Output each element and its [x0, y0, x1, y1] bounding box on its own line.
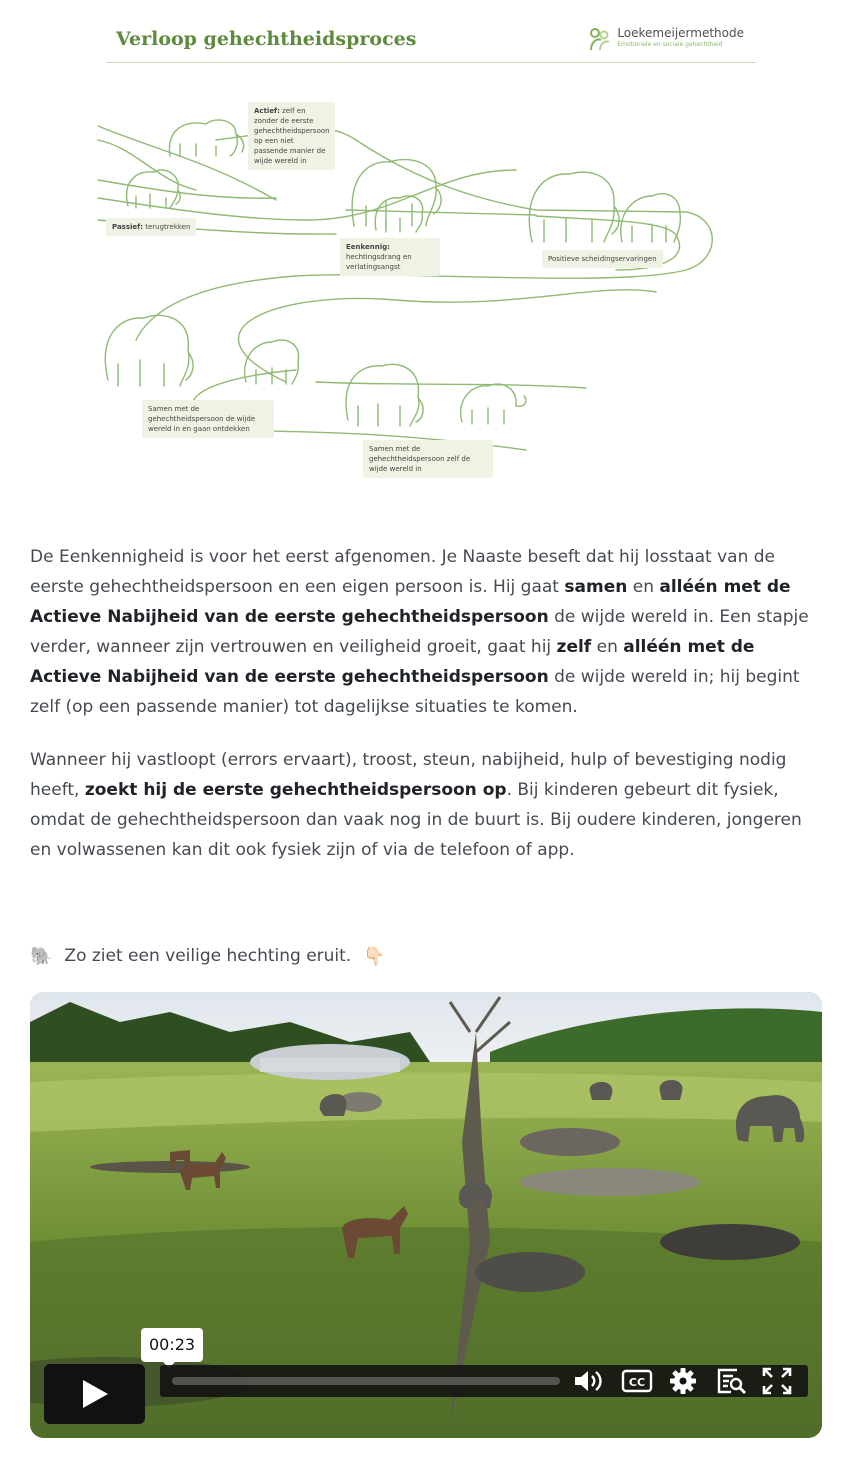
label-passief: Passief: terugtrekken — [106, 218, 196, 236]
controls-bar — [160, 1365, 808, 1397]
time-tooltip: 00:23 — [141, 1328, 203, 1362]
logo-icon — [587, 26, 613, 52]
brand-logo — [587, 26, 744, 52]
video-intro — [30, 941, 386, 971]
label-zelf-de-wereld-in: Samen met de gehechtheidspersoon zelf de wijde wereld in — [363, 440, 493, 478]
captions-icon — [621, 1369, 653, 1393]
volume-icon — [573, 1368, 605, 1394]
volume-button[interactable] — [572, 1368, 606, 1394]
attachment-diagram — [96, 20, 756, 490]
paragraph-2: Wanneer hij vastloopt (errors ervaart), troost, steun, nabijheid, hulp of bevestiging nodig heeft, zoekt hij de eerste gehechtheidspersoon op. Bij kinderen gebeurt dit fysiek, omdat de gehechtheidspersoon dan vaak nog in de buurt is. Bij oudere kinderen, jongeren en volwassenen kan dit ook fysiek zijn of via de telefoon of app. — [30, 750, 802, 860]
settings-button[interactable] — [666, 1368, 700, 1394]
elephant-emoji-icon: 🐘 — [30, 945, 53, 967]
logo-tagline: Emotionele en sociale gehechtheid — [617, 41, 723, 48]
label-samen-ontdekken: Samen met de gehechtheidspersoon de wijde wereld in en gaan ontdekken — [142, 400, 274, 438]
label-positieve-scheidingservaringen: Positieve scheidingservaringen — [542, 250, 663, 268]
diagram-title: Verloop gehechtheidsproces — [116, 28, 417, 50]
logo-name: Loekemeijermethode — [617, 26, 744, 40]
divider — [106, 62, 756, 63]
fullscreen-button[interactable] — [760, 1368, 794, 1394]
video-intro-text: Zo ziet een veilige hechting eruit. — [64, 946, 352, 966]
transcript-button[interactable] — [714, 1368, 748, 1394]
label-actief: Actief: zelf en zonder de eerste gehechtheidspersoon op een niet passende manier de wijde wereld in — [248, 102, 335, 170]
captions-button[interactable] — [620, 1368, 654, 1394]
settings-icon — [669, 1367, 697, 1395]
svg-text:CC: CC — [628, 1376, 646, 1389]
video-player[interactable] — [30, 992, 822, 1438]
transcript-icon — [715, 1367, 747, 1395]
paragraph-1: De Eenkennigheid is voor het eerst afgenomen. Je Naaste beseft dat hij losstaat van de eerste gehechtheidspersoon en een eigen persoon is. Hij gaat samen en alléén met de Actieve Nabijheid van de eerste gehechtheidspersoon de wijde wereld in. Een stapje verder, wanneer zijn vertrouwen en veiligheid groeit, gaat hij zelf en alléén met de Actieve Nabijheid van de eerste gehechtheidspersoon de wijde wereld in; hij begint zelf (op een passende manier) tot dagelijkse situaties te komen. — [30, 547, 809, 717]
fullscreen-icon — [762, 1367, 792, 1395]
play-icon — [81, 1379, 109, 1409]
progress-bar[interactable] — [172, 1377, 560, 1385]
pointing-down-emoji-icon: 👇🏻 — [363, 945, 386, 967]
play-button[interactable] — [44, 1364, 145, 1424]
label-eenkennig: Eenkennig: hechtingsdrang en verlatingsangst — [340, 238, 440, 276]
